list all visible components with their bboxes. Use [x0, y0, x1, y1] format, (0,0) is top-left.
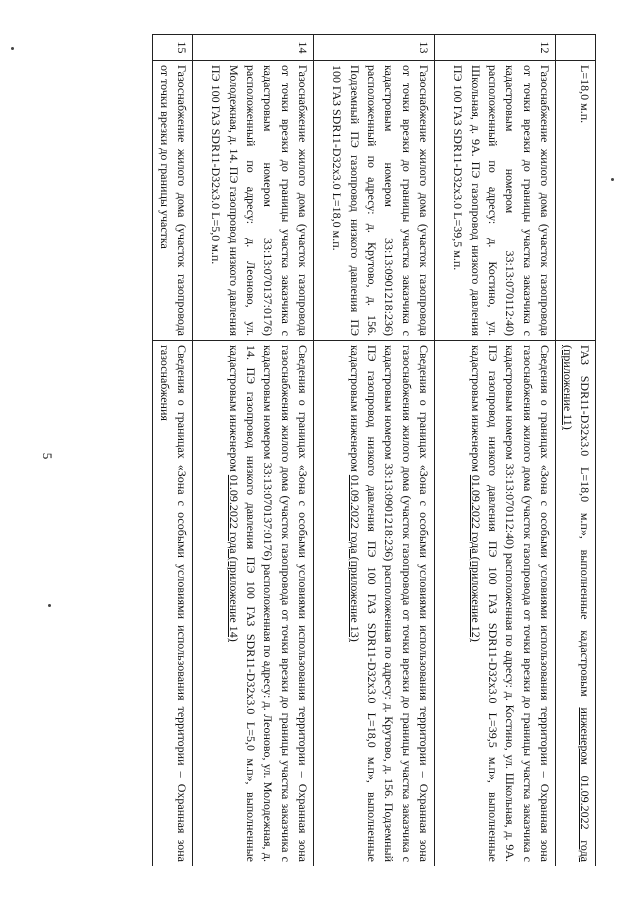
zone-info-cell: [193, 341, 314, 867]
object-name-cell: Газоснабжение жилого дома (участок газопровода от точки врезки до границы участка заказчика с кадастровым номером 33:13:070137:0176) расположенный по адресу: д. Леоново, ул. Молодежная, д. 14. ПЭ газопровод низкого давления ПЭ 100 ГАЗ SDR11-D32x3.0 L=5,0 м.п.: [193, 61, 314, 341]
scan-speck: [48, 604, 51, 607]
zone-info-date: 01.09.2022 года (приложение 13): [347, 474, 362, 642]
row-number-cell: 13: [314, 35, 435, 61]
object-name-cell: Газоснабжение жилого дома (участок газопровода от точки врезки до границы участка: [153, 61, 193, 341]
scan-speck: [611, 178, 614, 181]
table-wrapper: [76, 34, 596, 866]
row-number-cell: [556, 35, 596, 61]
zone-info-date: инженером 01.09.2022 года (приложение 11): [560, 345, 592, 863]
zone-info-text: ГАЗ SDR11-D32x3.0 L=18,0 м.п», выполненные кадастровым: [578, 345, 592, 697]
zone-info-cell: [435, 341, 556, 867]
object-name-cell: Газоснабжение жилого дома (участок газопровода от точки врезки до границы участка заказчика с кадастровым номером 33:13:070112:40) расположенный по адресу: д. Костино, ул. Школьная, д. 9А. ПЭ газопровод низкого давления ПЭ 100 ГАЗ SDR11-D32x3.0 L=39,5 м.п.: [435, 61, 556, 341]
zone-info-cell: [153, 341, 193, 867]
table-row: [153, 35, 193, 867]
object-name-cell: L=18,0 м.п.: [556, 61, 596, 341]
zone-info-cell: [314, 341, 435, 867]
table-row: [193, 35, 314, 867]
row-number-cell: 15: [153, 35, 193, 61]
zone-info-text: Сведения о границах «Зона с особыми условиями использования территории – Охранная зона газоснабжения жилого дома (участок газопровода от точки врезки до границы участка заказчика с кадастровым номером 33:13:070112:40) расположенная по адресу: д. Костино, ул. Школьная, д. 9А. ПЭ газопровод низкого давления ПЭ 100 ГАЗ SDR11-D32x3.0 L=39,5 м.п», выполненные кадастровым инженером: [468, 345, 553, 862]
zone-info-text: Сведения о границах «Зона с особыми условиями использования территории – Охранная зона газоснабжения: [157, 345, 190, 862]
object-name-cell: Газоснабжение жилого дома (участок газопровода от точки врезки до границы участка заказчика с кадастровым номером 33:13:0901218:236) расположенный по адресу: д. Крутово, д. 156. Подземный ПЭ газопровод низкого давления ПЭ 100 ГАЗ SDR11-D32x3.0 L=18,0 м.п.: [314, 61, 435, 341]
table-row: [314, 35, 435, 867]
scan-speck: [11, 47, 14, 50]
zone-info-text: Сведения о границах «Зона с особыми условиями использования территории – Охранная зона газоснабжения жилого дома (участок газопровода от точки врезки до границы участка заказчика с кадастровым номером 33:13:0901218:236) расположенная по адресу: д. Крутово, д. 156. Подземный ПЭ газопровод низкого давления ПЭ 100 ГАЗ SDR11-D32x3.0 L=18,0 м.п», выполненные кадастровым инженером: [347, 345, 432, 862]
zones-table: [152, 34, 596, 866]
zone-info-cell: [556, 341, 596, 867]
rotated-table-area: [76, 34, 596, 866]
row-number-cell: 14: [193, 35, 314, 61]
table-row: [435, 35, 556, 867]
zone-info-date: 01.09.2022 года (приложение 12): [468, 474, 483, 642]
table-row-continuation: [556, 35, 596, 867]
page-number: 5: [40, 452, 55, 460]
zone-info-date: 01.09.2022 года (приложение 14): [226, 474, 241, 642]
zone-info-text: Сведения о границах «Зона с особыми условиями использования территории – Охранная зона газоснабжения жилого дома (участок газопровода от точки врезки до границы участка заказчика с кадастровым номером 33:13:070137:0176) расположенная по адресу: д. Леоново, ул. Молодежная, д. 14. ПЭ газопровод низкого давления ПЭ 100 ГАЗ SDR11-D32x3.0 L=5,0 м.п», выполненные кадастровым инженером: [226, 345, 311, 862]
row-number-cell: 12: [435, 35, 556, 61]
